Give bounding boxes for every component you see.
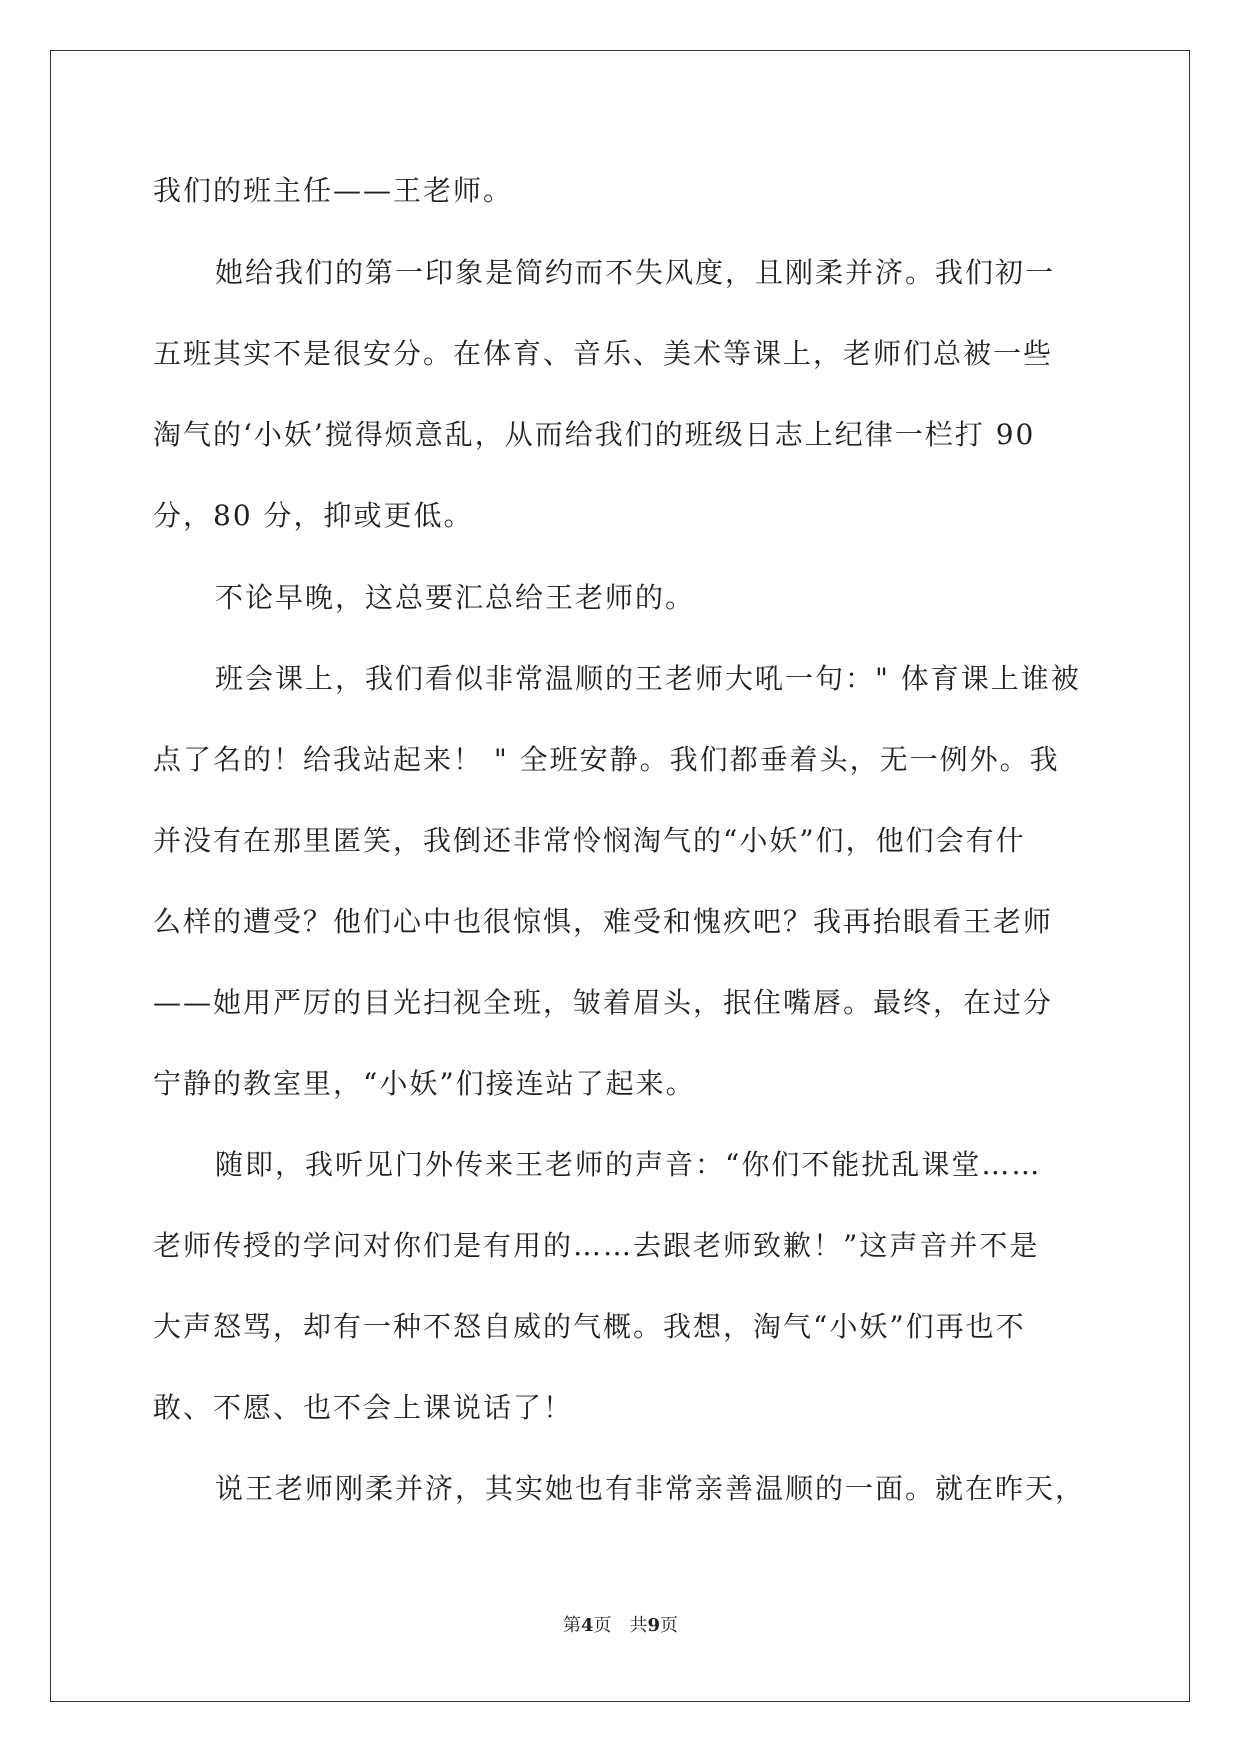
text-line: 宁静的教室里，“小妖”们接连站了起来。 bbox=[153, 1067, 696, 1100]
text-line: 淘气的‘小妖’搅得烦意乱，从而给我们的班级日志上纪律一栏打 90 bbox=[153, 418, 1036, 451]
text-line: 她给我们的第一印象是简约而不失风度，且刚柔并济。我们初一 bbox=[215, 256, 1056, 289]
text-line: 老师传授的学问对你们是有用的……去跟老师致歉！”这声音并不是 bbox=[153, 1229, 1040, 1262]
text-line: 大声怒骂，却有一种不怒自威的气概。我想，淘气“小妖”们再也不 bbox=[153, 1310, 1026, 1343]
footer-page-suffix: 页 bbox=[593, 1615, 612, 1636]
text-line: 并没有在那里匿笑，我倒还非常怜悯淘气的“小妖”们，他们会有什 bbox=[153, 824, 1026, 857]
page-footer bbox=[0, 1614, 1241, 1638]
text-line: 说王老师刚柔并济，其实她也有非常亲善温顺的一面。就在昨天， bbox=[215, 1472, 1086, 1505]
text-line: 我们的班主任——王老师。 bbox=[153, 174, 514, 207]
text-line: 班会课上，我们看似非常温顺的王老师大吼一句：" 体育课上谁被 bbox=[215, 662, 1081, 695]
text-line: 么样的遭受？他们心中也很惊惧，难受和愧疚吧？我再抬眼看王老师 bbox=[153, 905, 1054, 938]
text-line: ——她用严厉的目光扫视全班，皱着眉头，抿住嘴唇。最终，在过分 bbox=[153, 986, 1054, 1019]
footer-total-suffix: 页 bbox=[660, 1615, 679, 1636]
current-page-number: 4 bbox=[580, 1615, 594, 1636]
text-line: 不论早晚，这总要汇总给王老师的。 bbox=[215, 581, 696, 614]
text-line: 点了名的！给我站起来！ " 全班安静。我们都垂着头，无一例外。我 bbox=[153, 743, 1060, 776]
page-border bbox=[50, 50, 1190, 1702]
text-line: 分，80 分，抑或更低。 bbox=[153, 499, 474, 532]
total-pages-number: 9 bbox=[647, 1615, 661, 1636]
text-line: 随即，我听见门外传来王老师的声音：“你们不能扰乱课堂…… bbox=[215, 1148, 1042, 1181]
text-line: 敢、不愿、也不会上课说话了！ bbox=[153, 1391, 574, 1424]
footer-prefix: 第 bbox=[562, 1615, 581, 1636]
footer-total-prefix: 共 bbox=[629, 1615, 648, 1636]
text-line: 五班其实不是很安分。在体育、音乐、美术等课上，老师们总被一些 bbox=[153, 337, 1054, 370]
